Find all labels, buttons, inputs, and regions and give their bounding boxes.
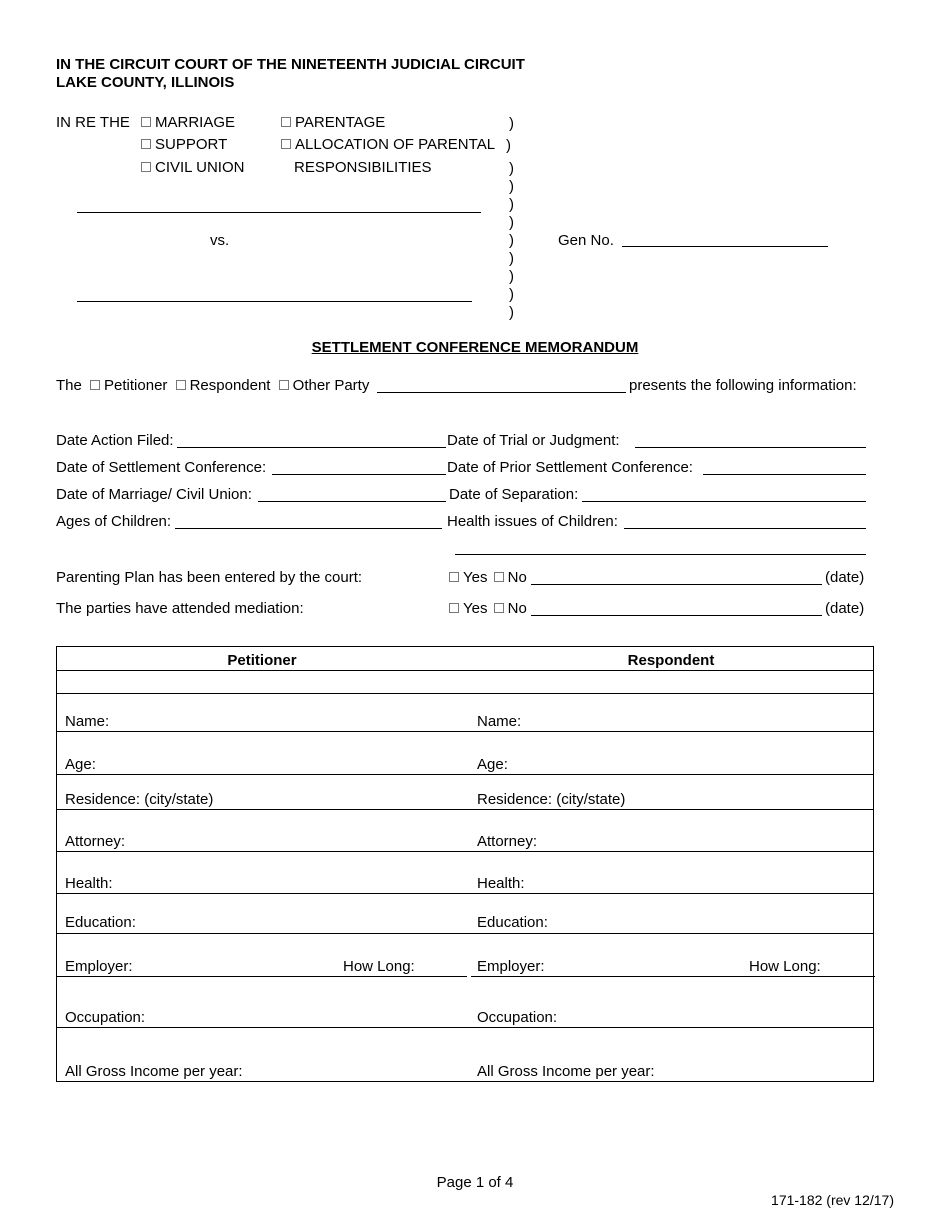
education-row-line[interactable] (57, 933, 873, 934)
the-label: The (56, 377, 82, 394)
checkbox[interactable] (281, 139, 291, 149)
date-action-filed-label: Date Action Filed: (56, 432, 174, 449)
col-header-respondent: Respondent (627, 652, 715, 669)
checkbox[interactable] (141, 162, 151, 172)
caption-paren: ) (509, 268, 514, 285)
date-settlement-label: Date of Settlement Conference: (56, 459, 267, 476)
yes-label: Yes (463, 600, 488, 617)
date-trial-line[interactable] (635, 447, 866, 448)
caption-paren: ) (509, 250, 514, 267)
col-header-petitioner: Petitioner (227, 652, 297, 669)
other-party-line[interactable] (377, 392, 626, 393)
health-row-line[interactable] (57, 893, 873, 894)
vs-label: vs. (210, 232, 230, 249)
pet-age-label: Age: (65, 756, 96, 773)
option-label: CIVIL UNION (155, 159, 245, 176)
parenting-plan-options (449, 569, 527, 587)
checkbox[interactable] (141, 117, 151, 127)
pet-residence-label: Residence: (city/state) (65, 791, 214, 808)
option-label: ALLOCATION OF PARENTAL (295, 136, 496, 153)
option-label: PARENTAGE (295, 114, 386, 131)
parenting-plan-date-line[interactable] (531, 584, 822, 585)
caption-paren: ) (509, 304, 514, 321)
mediation-date-label: (date) (825, 600, 865, 617)
option-label: MARRIAGE (155, 114, 236, 131)
caption-paren: ) (509, 196, 514, 213)
party-line (56, 377, 369, 395)
checkbox-respondent[interactable] (176, 380, 186, 390)
date-marriage-label: Date of Marriage/ Civil Union: (56, 486, 252, 503)
option-label: SUPPORT (155, 136, 228, 153)
resp-residence-label: Residence: (city/state) (477, 791, 626, 808)
date-prior-settlement-label: Date of Prior Settlement Conference: (447, 459, 693, 476)
other-party-option-label: Other Party (292, 377, 370, 394)
pet-education-label: Education: (65, 914, 136, 931)
pet-income-label: All Gross Income per year: (65, 1063, 243, 1080)
divider (57, 693, 873, 694)
option-marriage[interactable] (141, 114, 235, 132)
yes-label: Yes (463, 569, 488, 586)
gen-no-label: Gen No. (558, 232, 614, 249)
caption-paren: ) (509, 160, 514, 177)
parenting-plan-date-label: (date) (825, 569, 865, 586)
option-parentage[interactable] (281, 114, 385, 132)
date-separation-line[interactable] (582, 501, 866, 502)
residence-row-line[interactable] (57, 809, 873, 810)
resp-name-label: Name: (477, 713, 522, 730)
checkbox-no[interactable] (494, 572, 504, 582)
checkbox-yes[interactable] (449, 603, 459, 613)
pet-occupation-label: Occupation: (65, 1009, 146, 1026)
pet-health-label: Health: (65, 875, 113, 892)
mediation-date-line[interactable] (531, 615, 822, 616)
respondent-name-line[interactable] (77, 301, 472, 302)
option-civil-union[interactable] (141, 159, 244, 177)
caption-paren: ) (509, 178, 514, 195)
pet-attorney-label: Attorney: (65, 833, 126, 850)
resp-age-label: Age: (477, 756, 508, 773)
date-action-filed-line[interactable] (177, 447, 446, 448)
pet-name-label: Name: (65, 713, 110, 730)
caption-paren: ) (509, 232, 514, 249)
county-name: LAKE COUNTY, ILLINOIS (56, 74, 235, 91)
petitioner-option-label: Petitioner (104, 377, 168, 394)
option-responsibilities-label: RESPONSIBILITIES (294, 159, 432, 176)
resp-employer-line[interactable] (471, 976, 875, 977)
no-label: No (507, 600, 527, 617)
caption-paren: ) (509, 115, 514, 132)
gen-no-line[interactable] (622, 246, 828, 247)
children-ages-line[interactable] (175, 528, 442, 529)
resp-education-label: Education: (477, 914, 548, 931)
court-name: IN THE CIRCUIT COURT OF THE NINETEENTH JUDICIAL CIRCUIT (56, 56, 525, 73)
respondent-option-label: Respondent (189, 377, 271, 394)
checkbox[interactable] (281, 117, 291, 127)
date-prior-settlement-line[interactable] (703, 474, 866, 475)
date-separation-label: Date of Separation: (449, 486, 579, 503)
party-info-table (56, 646, 874, 1082)
parenting-plan-label: Parenting Plan has been entered by the court: (56, 569, 363, 586)
resp-health-label: Health: (477, 875, 525, 892)
option-allocation[interactable] (281, 136, 495, 154)
children-ages-label: Ages of Children: (56, 513, 172, 530)
page-number: Page 1 of 4 (436, 1174, 514, 1191)
date-trial-label: Date of Trial or Judgment: (447, 432, 620, 449)
date-marriage-line[interactable] (258, 501, 446, 502)
resp-income-label: All Gross Income per year: (477, 1063, 655, 1080)
caption-paren: ) (509, 286, 514, 303)
divider (57, 670, 873, 671)
pet-employer-line[interactable] (57, 976, 467, 977)
form-number: 171-182 (rev 12/17) (771, 1192, 894, 1208)
resp-attorney-label: Attorney: (477, 833, 538, 850)
checkbox-yes[interactable] (449, 572, 459, 582)
caption-paren: ) (509, 214, 514, 231)
health-children-line-2[interactable] (455, 554, 866, 555)
caption-paren: ) (506, 137, 511, 154)
health-children-line[interactable] (624, 528, 866, 529)
mediation-options (449, 600, 527, 618)
mediation-label: The parties have attended mediation: (56, 600, 304, 617)
checkbox-no[interactable] (494, 603, 504, 613)
date-settlement-line[interactable] (272, 474, 446, 475)
checkbox[interactable] (141, 139, 151, 149)
name-row-line[interactable] (57, 731, 873, 732)
age-row-line[interactable] (57, 774, 873, 775)
health-children-label: Health issues of Children: (447, 513, 618, 530)
pet-how-long-label: How Long: (343, 958, 415, 975)
in-re-label: IN RE THE (56, 114, 130, 131)
option-support[interactable] (141, 136, 227, 154)
no-label: No (507, 569, 527, 586)
presents-label: presents the following information: (629, 377, 857, 394)
resp-occupation-label: Occupation: (477, 1009, 558, 1026)
resp-how-long-label: How Long: (749, 958, 821, 975)
attorney-row-line[interactable] (57, 851, 873, 852)
petitioner-name-line[interactable] (77, 212, 481, 213)
checkbox-petitioner[interactable] (90, 380, 100, 390)
occupation-row-line[interactable] (57, 1027, 873, 1028)
pet-employer-label: Employer: (65, 958, 133, 975)
checkbox-other-party[interactable] (279, 380, 289, 390)
page-title: SETTLEMENT CONFERENCE MEMORANDUM (311, 339, 639, 356)
resp-employer-label: Employer: (477, 958, 545, 975)
